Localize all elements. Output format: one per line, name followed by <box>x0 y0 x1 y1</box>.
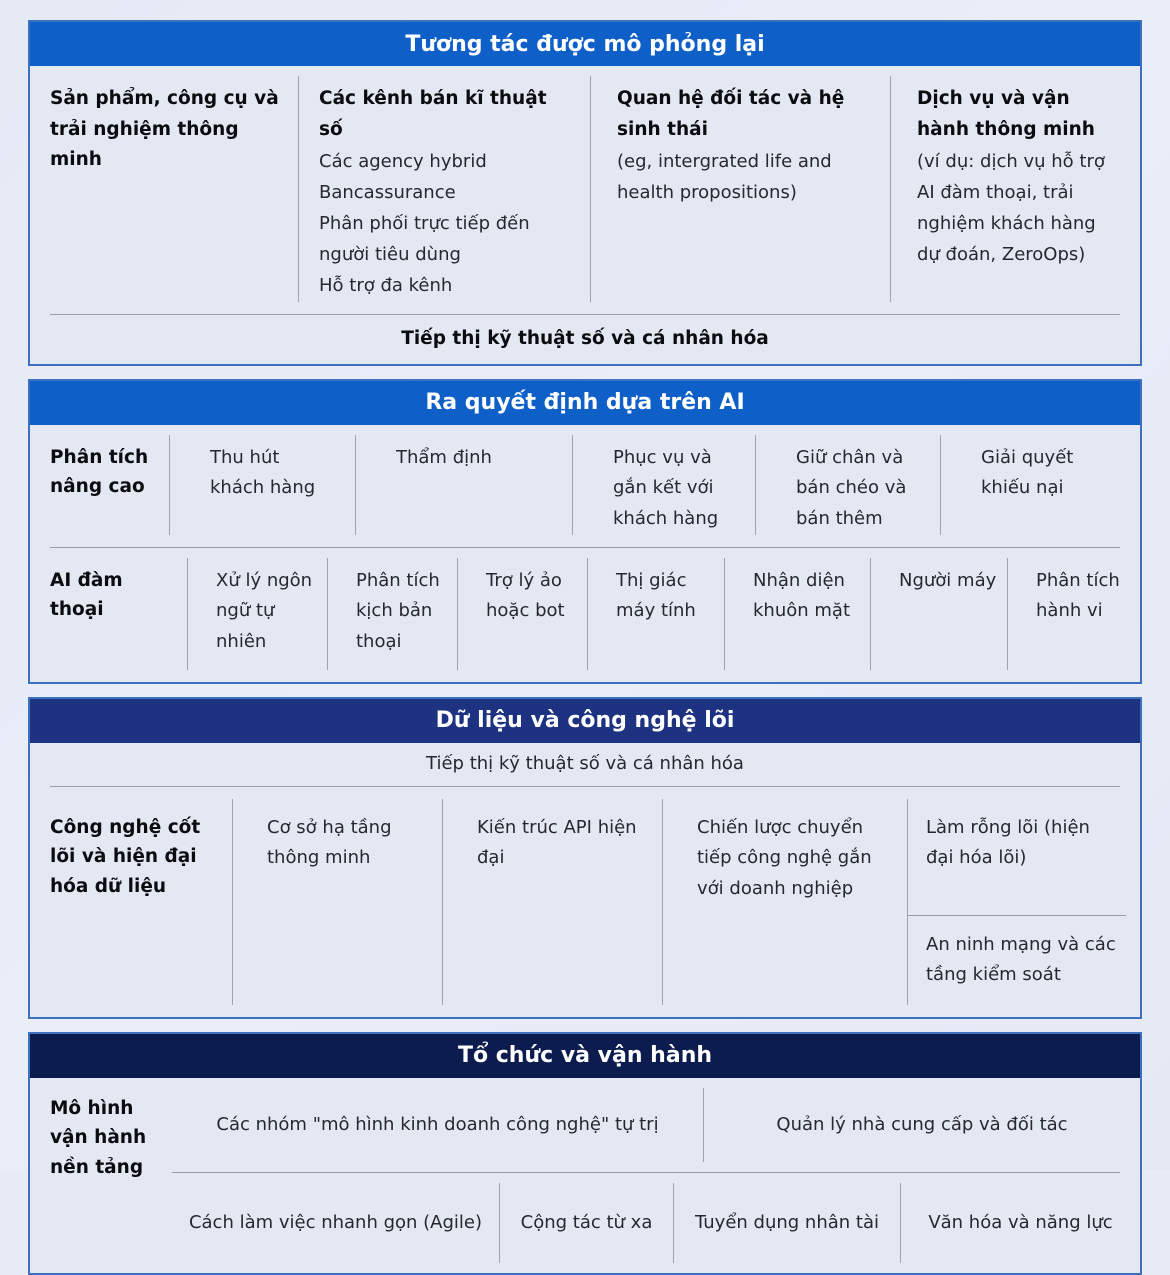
cell: Xử lý ngôn ngữ tự nhiên <box>187 558 327 670</box>
cell: Giải quyết khiếu nại <box>940 435 1140 535</box>
section-core-tech-data <box>28 697 1142 1019</box>
core-tech-row <box>30 787 1140 1017</box>
column-title: Quan hệ đối tác và hệ sinh thái <box>617 88 845 140</box>
column-item: (ví dụ: dịch vụ hỗ trợ AI đàm thoại, trải nghiệm khách hàng dự đoán, ZeroOps) <box>917 151 1105 265</box>
cell: An ninh mạng và các tầng kiểm soát <box>908 915 1126 1005</box>
section-title: Dữ liệu và công nghệ lõi <box>435 708 735 734</box>
interactions-footer: Tiếp thị kỹ thuật số và cá nhân hóa <box>401 327 769 349</box>
section-org-operations-header <box>30 1034 1140 1078</box>
cell: Văn hóa và năng lực <box>900 1183 1140 1263</box>
column-title: Dịch vụ và vận hành thông minh <box>917 88 1095 140</box>
row-label: Công nghệ cốt lõi và hiện đại hóa dữ liệu <box>50 816 201 897</box>
conversational-ai-row <box>30 548 1140 682</box>
cell: Chiến lược chuyển tiếp công nghệ gắn với doanh nghiệp <box>662 799 907 1005</box>
section-ai-decisioning-header <box>30 381 1140 425</box>
cell: Nhận diện khuôn mặt <box>724 558 870 670</box>
org-operations-body <box>30 1078 1140 1273</box>
column-products <box>30 76 298 302</box>
section-reimagined-interactions <box>28 20 1142 366</box>
cell: Thu hút khách hàng <box>169 435 355 535</box>
section-ai-decisioning <box>28 379 1142 684</box>
section-org-operations <box>28 1032 1142 1275</box>
cell: Thẩm định <box>355 435 572 535</box>
org-row-1 <box>172 1078 1140 1172</box>
section-title: Tương tác được mô phỏng lại <box>405 31 765 57</box>
section-title: Ra quyết định dựa trên AI <box>425 390 745 416</box>
column-title: Các kênh bán kĩ thuật số <box>319 88 547 140</box>
column-title: Sản phẩm, công cụ và trải nghiệm thông minh <box>50 88 279 171</box>
cell: Quản lý nhà cung cấp và đối tác <box>703 1088 1140 1162</box>
column-item: (eg, intergrated life and health propositions) <box>617 151 832 203</box>
section-reimagined-interactions-header <box>30 22 1140 66</box>
cell: Kiến trúc API hiện đại <box>442 799 662 1005</box>
column-item: Phân phối trực tiếp đến người tiêu dùng <box>319 212 530 265</box>
cell: Các nhóm "mô hình kinh doanh công nghệ" tự trị <box>216 1114 659 1136</box>
column-item: Các agency hybrid <box>319 151 487 173</box>
cell: Cộng tác từ xa <box>499 1183 673 1263</box>
interactions-columns <box>30 66 1140 314</box>
cell: Người máy <box>870 558 1007 670</box>
column-item: Hỗ trợ đa kênh <box>319 274 453 296</box>
cell: Phân tích kịch bản thoại <box>327 558 457 670</box>
row-label: AI đàm thoại <box>50 569 123 621</box>
column-item: Bancassurance <box>319 181 456 203</box>
row-label: Phân tích nâng cao <box>50 446 149 498</box>
column-digital-sales-channels <box>298 76 590 302</box>
cell: Phân tích hành vi <box>1007 558 1140 670</box>
cell: Trợ lý ảo hoặc bot <box>457 558 587 670</box>
column-partnerships-ecosystems <box>590 76 890 302</box>
advanced-analytics-row <box>30 425 1140 547</box>
cell: Phục vụ và gắn kết với khách hàng <box>572 435 755 535</box>
org-operations-cells <box>172 1078 1140 1273</box>
cell: Cách làm việc nhanh gọn (Agile) <box>188 1212 483 1234</box>
cell: Thị giác máy tính <box>587 558 724 670</box>
cell: Tuyển dụng nhân tài <box>673 1183 900 1263</box>
org-row-2 <box>172 1173 1140 1273</box>
section-core-tech-data-header <box>30 699 1140 743</box>
column-intelligent-service-ops <box>890 76 1140 302</box>
stacked-cells <box>907 799 1140 1005</box>
core-tech-subtitle: Tiếp thị kỹ thuật số và cá nhân hóa <box>426 752 744 774</box>
section-title: Tổ chức và vận hành <box>457 1043 713 1069</box>
cell: Làm rỗng lõi (hiện đại hóa lõi) <box>926 816 1090 869</box>
row-label: Mô hình vận hành nền tảng <box>50 1097 147 1178</box>
cell: Cơ sở hạ tầng thông minh <box>232 799 442 1005</box>
cell: Giữ chân và bán chéo và bán thêm <box>755 435 940 535</box>
